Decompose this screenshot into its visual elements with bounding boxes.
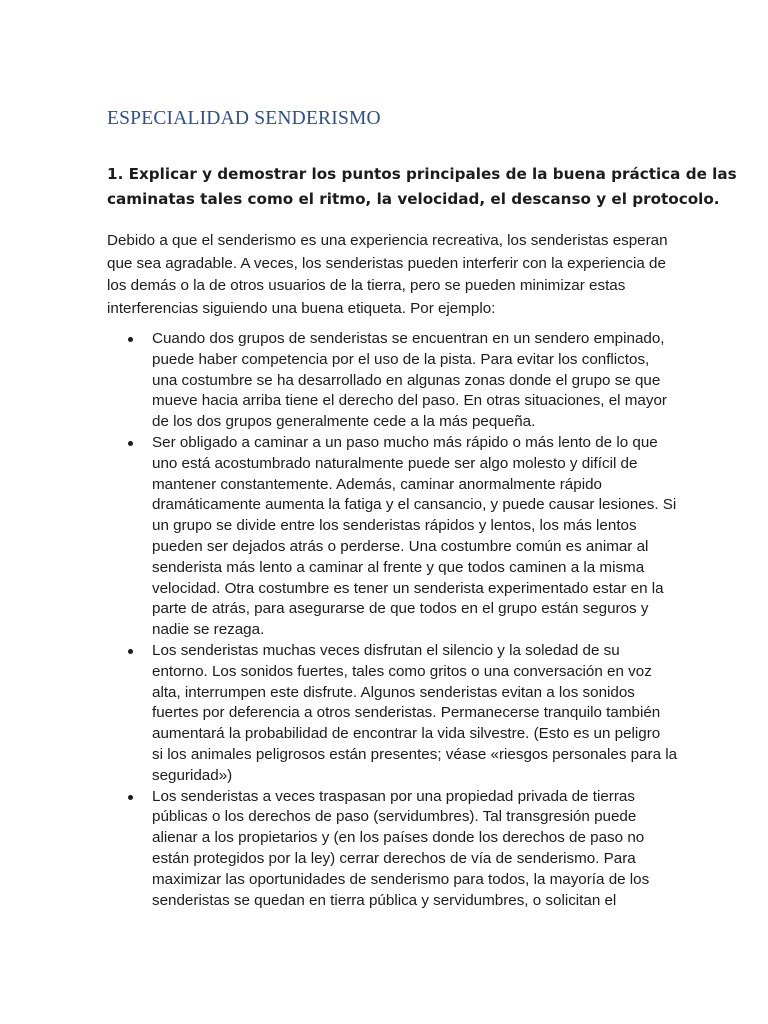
bullet-icon <box>128 795 133 800</box>
list-item-line: pueden ser dejados atrás o perderse. Una costumbre común es animar al <box>152 537 649 555</box>
list-item <box>107 433 677 641</box>
bullet-icon <box>128 441 133 446</box>
list-item-line: dramáticamente aumenta la fatiga y el cansancio, y puede causar lesiones. Si <box>152 496 677 514</box>
list-item-line: si los animales peligrosos están presentes; véase «riesgos personales para la <box>152 745 678 763</box>
list-item-line: un grupo se divide entre los senderistas rápidos y lentos, los más lentos <box>152 517 637 535</box>
list-item-line: Los senderistas a veces traspasan por una propiedad privada de tierras <box>152 787 635 805</box>
list-item-line: mantener constantemente. Además, caminar anormalmente rápido <box>152 475 602 493</box>
list-item-line: Ser obligado a caminar a un paso mucho más rápido o más lento de lo que <box>152 433 658 451</box>
list-item-line: mueve hacia arriba tiene el derecho del paso. En otras situaciones, el mayor <box>152 392 667 410</box>
list-item <box>107 787 667 912</box>
list-item-line: de los dos grupos generalmente cede a la más pequeña. <box>152 413 536 431</box>
intro-line: interferencias siguiendo una buena etiqueta. Por ejemplo: <box>107 299 496 317</box>
list-item-line: uno está acostumbrado naturalmente puede ser algo molesto y difícil de <box>152 454 638 472</box>
list-item-line: públicas o los derechos de paso (servidumbres). Tal transgresión puede <box>152 808 637 826</box>
list-item-line: parte de atrás, para asegurarse de que todos en el grupo están seguros y <box>152 600 649 618</box>
list-item-line: Los senderistas muchas veces disfrutan el silencio y la soledad de su <box>152 641 620 659</box>
list-item-line: fuertes por deferencia a otros senderistas. Permanecerse tranquilo también <box>152 704 661 722</box>
list-item-line: senderista más lento a caminar al frente y que todos caminen a la misma <box>152 558 645 576</box>
bullet-list <box>107 329 678 911</box>
list-item <box>107 641 678 787</box>
intro-line: que sea agradable. A veces, los senderistas pueden interferir con la experiencia de <box>107 254 666 272</box>
bullet-icon <box>128 337 133 342</box>
list-item-line: alta, interrumpen este disfrute. Algunos senderistas evitan a los sonidos <box>152 683 635 701</box>
list-item-line: velocidad. Otra costumbre es tener un senderista experimentado estar en la <box>152 579 664 597</box>
intro-line: los demás o la de otros usuarios de la tierra, pero se pueden minimizar estas <box>107 277 626 295</box>
question-line: caminatas tales como el ritmo, la velocidad, el descanso y el protocolo. <box>107 190 720 208</box>
list-item-line: alienar a los propietarios y (en los países donde los derechos de paso no <box>152 829 645 847</box>
list-item-line: Cuando dos grupos de senderistas se encuentran en un sendero empinado, <box>152 330 665 347</box>
question-line: 1. Explicar y demostrar los puntos principales de la buena práctica de las <box>107 165 737 183</box>
list-item-line: están protegidos por la ley) cerrar derechos de vía de senderismo. Para <box>152 849 636 867</box>
list-item-line: seguridad») <box>152 766 233 784</box>
list-item-line: nadie se rezaga. <box>152 621 265 639</box>
list-item-line: puede haber competencia por el uso de la pista. Para evitar los conflictos, <box>152 350 650 368</box>
list-item-line: una costumbre se ha desarrollado en algunas zonas donde el grupo se que <box>152 371 661 389</box>
list-item-line: entorno. Los sonidos fuertes, tales como gritos o una conversación en voz <box>152 662 652 680</box>
intro-line: Debido a que el senderismo es una experiencia recreativa, los senderistas esperan <box>107 232 668 249</box>
document-title: ESPECIALIDAD SENDERISMO <box>107 108 381 129</box>
intro-paragraph <box>107 230 667 320</box>
list-item-line: senderistas se quedan en tierra pública y servidumbres, o solicitan el <box>152 891 617 909</box>
list-item-line: aumentará la probabilidad de encontrar la vida silvestre. (Esto es un peligro <box>152 725 661 743</box>
list-item-line: maximizar las oportunidades de senderismo para todos, la mayoría de los <box>152 870 650 888</box>
list-item <box>107 329 667 433</box>
bullet-icon <box>128 649 133 654</box>
question-heading <box>107 162 737 212</box>
